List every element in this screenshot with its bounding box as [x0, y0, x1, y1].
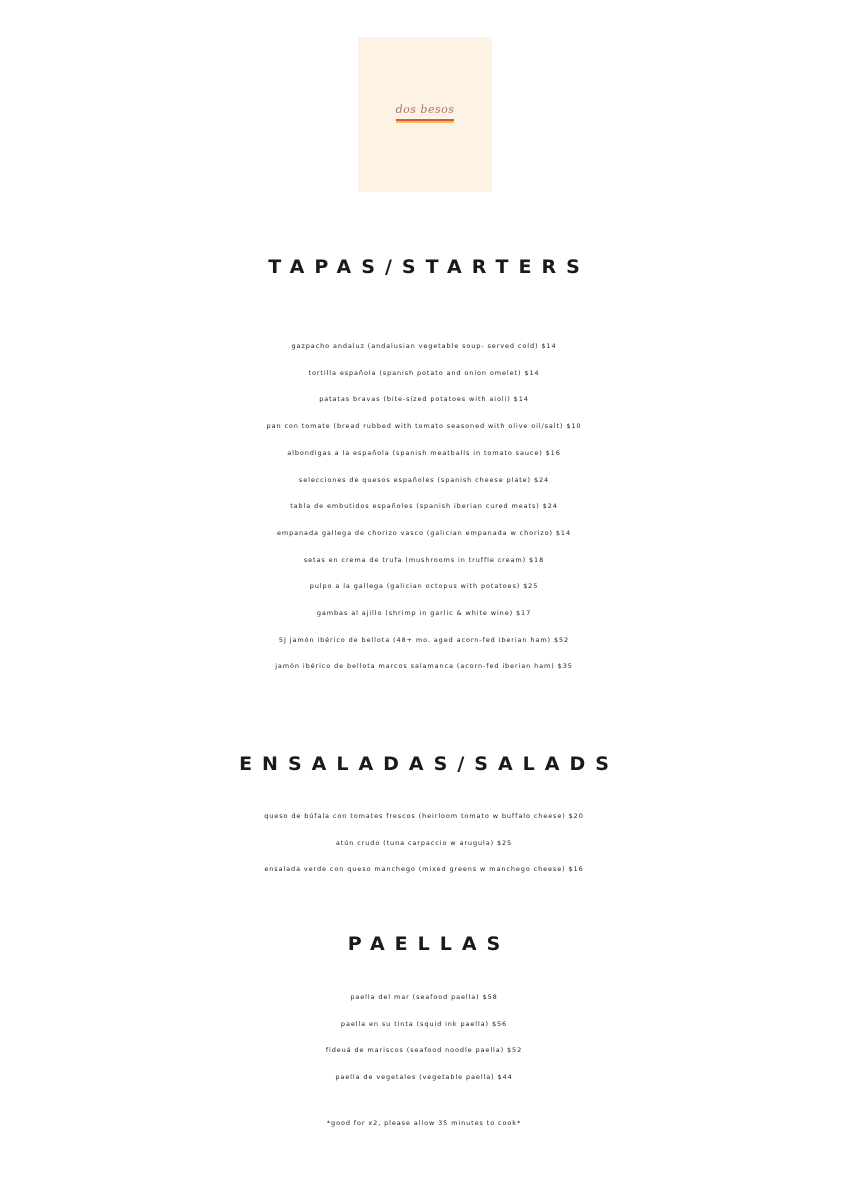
menu-item: albondigas a la española (spanish meatballs in tomato sauce) $16: [287, 448, 561, 457]
menu-item: atún crudo (tuna carpaccio w arugula) $25: [335, 838, 513, 847]
salads-list: [0, 803, 848, 883]
menu-item: gambas al ajillo (shrimp in garlic & white wine) $17: [316, 609, 532, 618]
menu-item: pulpo a la gallega (galician octopus with potatoes) $25: [309, 582, 539, 591]
logo-underline-yellow: [396, 121, 454, 123]
paellas-list: [0, 984, 848, 1091]
menu-item: gazpacho andaluz (andalusian vegetable soup- served cold) $14: [291, 342, 557, 350]
menu-item: paella en su tinta (squid ink paella) $56: [340, 1019, 508, 1028]
menu-item: paella del mar (seafood paella) $58: [350, 993, 498, 1001]
restaurant-logo: [358, 37, 492, 192]
menu-item: ensalada verde con queso manchego (mixed greens w manchego cheese) $16: [264, 865, 584, 874]
menu-item: queso de búfala con tomates frescos (heirloom tomato w buffalo cheese) $20: [264, 812, 584, 820]
menu-item: jamón ibérico de bellota marcos salamanca (acorn-fed iberian ham) $35: [275, 662, 573, 671]
section-title-paellas: PAELLAS: [347, 933, 511, 955]
paella-note: *good for x2, please allow 35 minutes to cook*: [326, 1119, 522, 1127]
logo-text: dos besos: [395, 103, 455, 116]
section-title-salads: ENSALADAS/SALADS: [239, 753, 619, 775]
menu-item: selecciones de quesos españoles (spanish cheese plate) $24: [298, 475, 550, 484]
menu-item: patatas bravas (bite-sized potatoes with aioli) $14: [319, 395, 529, 404]
tapas-list: [0, 333, 848, 680]
menu-item: pan con tomate (bread rubbed with tomato seasoned with olive oil/salt) $10: [266, 422, 582, 431]
menu-item: paella de vegetales (vegetable paella) $44: [335, 1073, 513, 1082]
menu-item: tabla de embutidos españoles (spanish iberian cured meats) $24: [290, 502, 558, 511]
menu-item: 5J jamón ibérico de bellota (48+ mo. aged acorn-fed iberian ham) $52: [278, 635, 570, 644]
section-title-tapas: TAPAS/STARTERS: [268, 256, 590, 278]
menu-item: empanada gallega de chorizo vasco (galician empanada w chorizo) $14: [277, 528, 571, 537]
menu-item: tortilla española (spanish potato and onion omelet) $14: [308, 368, 540, 377]
menu-item: setas en crema de trufa (mushrooms in truffle cream) $18: [303, 555, 545, 564]
menu-item: fideuá de mariscos (seafood noodle paella) $52: [325, 1046, 523, 1055]
